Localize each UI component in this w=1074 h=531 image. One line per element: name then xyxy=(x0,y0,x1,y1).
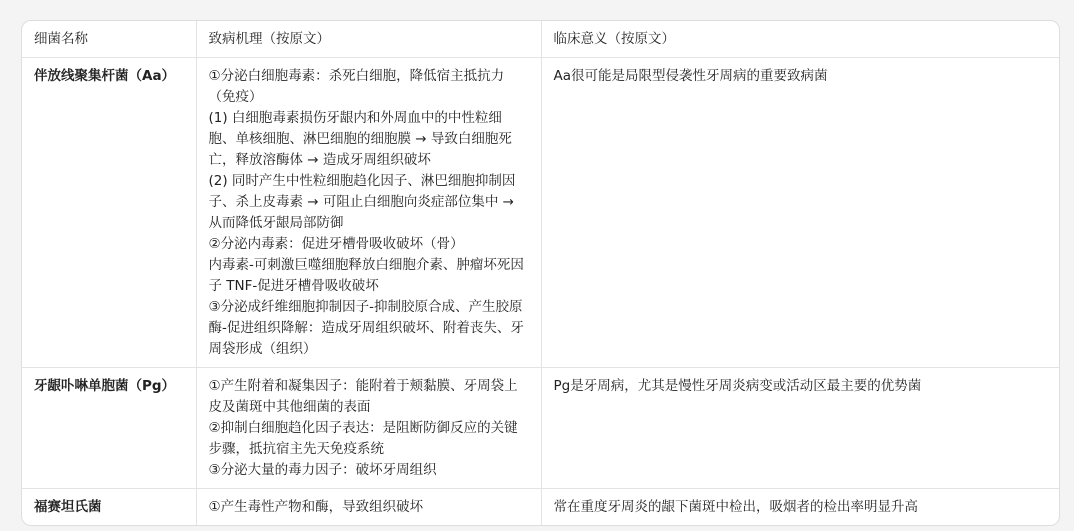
significance-cell: Pg是牙周病，尤其是慢性牙周炎病变或活动区最主要的优势菌 xyxy=(541,368,1059,489)
header-mechanism: 致病机理（按原文） xyxy=(196,21,541,58)
bacteria-table-card xyxy=(21,20,1060,526)
bacteria-name-cell: 福赛坦氏菌 xyxy=(22,489,196,526)
mechanism-cell: ①分泌白细胞毒素：杀死白细胞，降低宿主抵抗力（免疫） (1) 白细胞毒素损伤牙龈内和外周血中的中性粒细胞、单核细胞、淋巴细胞的细胞膜 → 导致白细胞死亡，释放溶酶体 → 造成牙周组织破坏 (2) 同时产生中性粒细胞趋化因子、淋巴细胞抑制因子、杀上皮毒素 → 可阻止白细胞向炎症部位集中 → 从而降低牙龈局部防御 ②分泌内毒素：促进牙槽骨吸收破坏（骨） 内毒素-可刺激巨噬细胞释放白细胞介素、肿瘤坏死因子 TNF-促进牙槽骨吸收破坏 ③分泌成纤维细胞抑制因子-抑制胶原合成、产生胶原酶-促进组织降解：造成牙周组织破坏、附着丧失、牙周袋形成（组织） xyxy=(196,58,541,368)
bacteria-name-cell: 伴放线聚集杆菌（Aa） xyxy=(22,58,196,368)
significance-cell: 常在重度牙周炎的龈下菌斑中检出，吸烟者的检出率明显升高 xyxy=(553,499,918,515)
bacteria-table xyxy=(22,21,1059,525)
header-clinical-significance: 临床意义（按原文） xyxy=(541,21,1059,58)
significance-cell: Aa很可能是局限型侵袭性牙周病的重要致病菌 xyxy=(541,58,1059,368)
bacteria-name-cell: 牙龈卟啉单胞菌（Pg） xyxy=(22,368,196,489)
table-header-row xyxy=(22,21,1059,58)
table-row xyxy=(22,58,1059,368)
mechanism-cell: ①产生毒性产物和酶，导致组织破坏 xyxy=(196,489,541,526)
mechanism-cell: ①产生附着和凝集因子：能附着于颊黏膜、牙周袋上皮及菌斑中其他细菌的表面 ②抑制白细胞趋化因子表达：是阻断防御反应的关键步骤，抵抗宿主先天免疫系统 ③分泌大量的毒力因子：破坏牙周组织 xyxy=(196,368,541,489)
table-row xyxy=(22,489,1059,526)
header-bacteria-name: 细菌名称 xyxy=(22,21,196,58)
table-row xyxy=(22,368,1059,489)
